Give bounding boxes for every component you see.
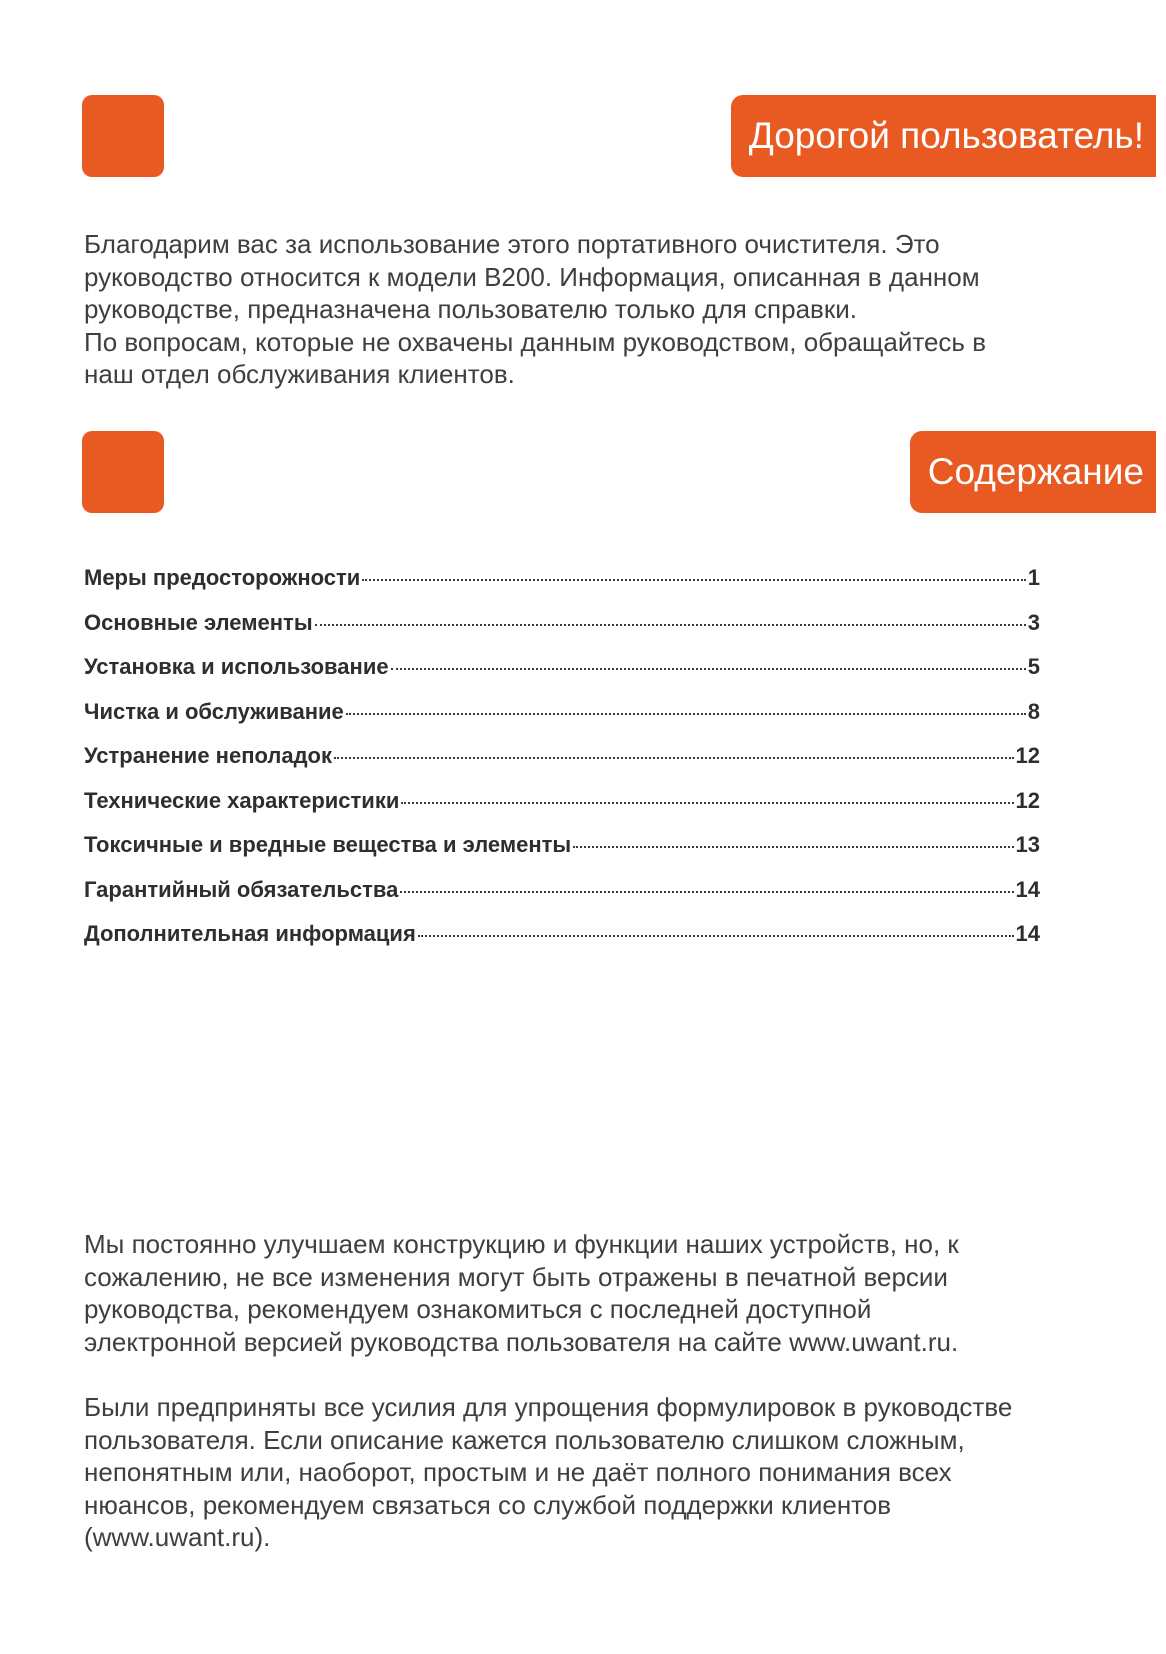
toc-entry-page-number: 8 [1027, 698, 1040, 724]
accent-square-decoration [82, 431, 164, 513]
toc-entry-title: Дополнительная информация [84, 921, 416, 946]
toc-entry [84, 654, 1040, 699]
toc-entry-title: Технические характеристики [84, 787, 400, 813]
toc-dot-leader [391, 668, 1026, 670]
toc-entry [84, 743, 1040, 788]
toc-entry [84, 832, 1040, 877]
section-heading-dear-user: Дорогой пользователь! [731, 95, 1156, 177]
toc-dot-leader [346, 713, 1026, 715]
toc-entry [84, 699, 1040, 744]
toc-dot-leader [418, 935, 1014, 937]
footer-paragraph-updates: Мы постоянно улучшаем конструкцию и функции наших устройств, но, к сожалению, не все изменения могут быть отражены в печатной версии руководства, рекомендуем ознакомиться с последней доступной электронной версией руководства пользователя на сайте www.uwant.ru. [84, 1229, 959, 1357]
toc-entry-title: Гарантийный обязательства [84, 876, 399, 902]
toc-dot-leader [334, 757, 1014, 759]
toc-entry [84, 877, 1040, 922]
toc-entry-page-number: 3 [1027, 609, 1040, 635]
toc-entry-title: Основные элементы [84, 609, 313, 635]
table-of-contents [84, 565, 1040, 966]
intro-paragraph: Благодарим вас за использование этого портативного очистителя. Это руководство относится к модели B200. Информация, описанная в данном руководстве, предназначена пользователю только для справки. По вопросам, которые не охвачены данным руководством, обращайтесь в наш отдел обслуживания клиентов. [84, 229, 987, 389]
toc-entry-page-number: 14 [1015, 876, 1040, 902]
footer-paragraph-support: Были предприняты все усилия для упрощения формулировок в руководстве пользователя. Если описание кажется пользователю слишком сложным, непонятным или, наоборот, простым и не даёт полного понимания всех нюансов, рекомендуем связаться со службой поддержки клиентов (www.uwant.ru). [84, 1392, 1013, 1552]
toc-entry-page-number: 12 [1015, 743, 1040, 768]
toc-entry-page-number: 5 [1027, 654, 1040, 679]
toc-dot-leader [315, 624, 1026, 626]
intro-text [84, 228, 1094, 391]
toc-entry-title: Меры предосторожности [84, 565, 361, 590]
accent-square-decoration [82, 95, 164, 177]
toc-entry-page-number: 12 [1015, 787, 1040, 813]
toc-dot-leader [400, 891, 1013, 893]
toc-entry-title: Установка и использование [84, 654, 389, 679]
toc-entry-page-number: 14 [1015, 921, 1040, 946]
section-heading-contents: Содержание [910, 431, 1156, 513]
toc-dot-leader [573, 846, 1013, 848]
toc-entry [84, 610, 1040, 655]
toc-entry-title: Токсичные и вредные вещества и элементы [84, 832, 572, 857]
toc-entry [84, 921, 1040, 966]
footer-notes [84, 1228, 1124, 1554]
toc-entry-title: Чистка и обслуживание [84, 698, 344, 724]
toc-dot-leader [401, 802, 1013, 804]
toc-entry [84, 565, 1040, 610]
toc-dot-leader [362, 579, 1025, 581]
toc-entry-page-number: 13 [1015, 832, 1040, 857]
toc-entry [84, 788, 1040, 833]
toc-entry-page-number: 1 [1027, 565, 1040, 590]
toc-entry-title: Устранение неполадок [84, 743, 332, 768]
